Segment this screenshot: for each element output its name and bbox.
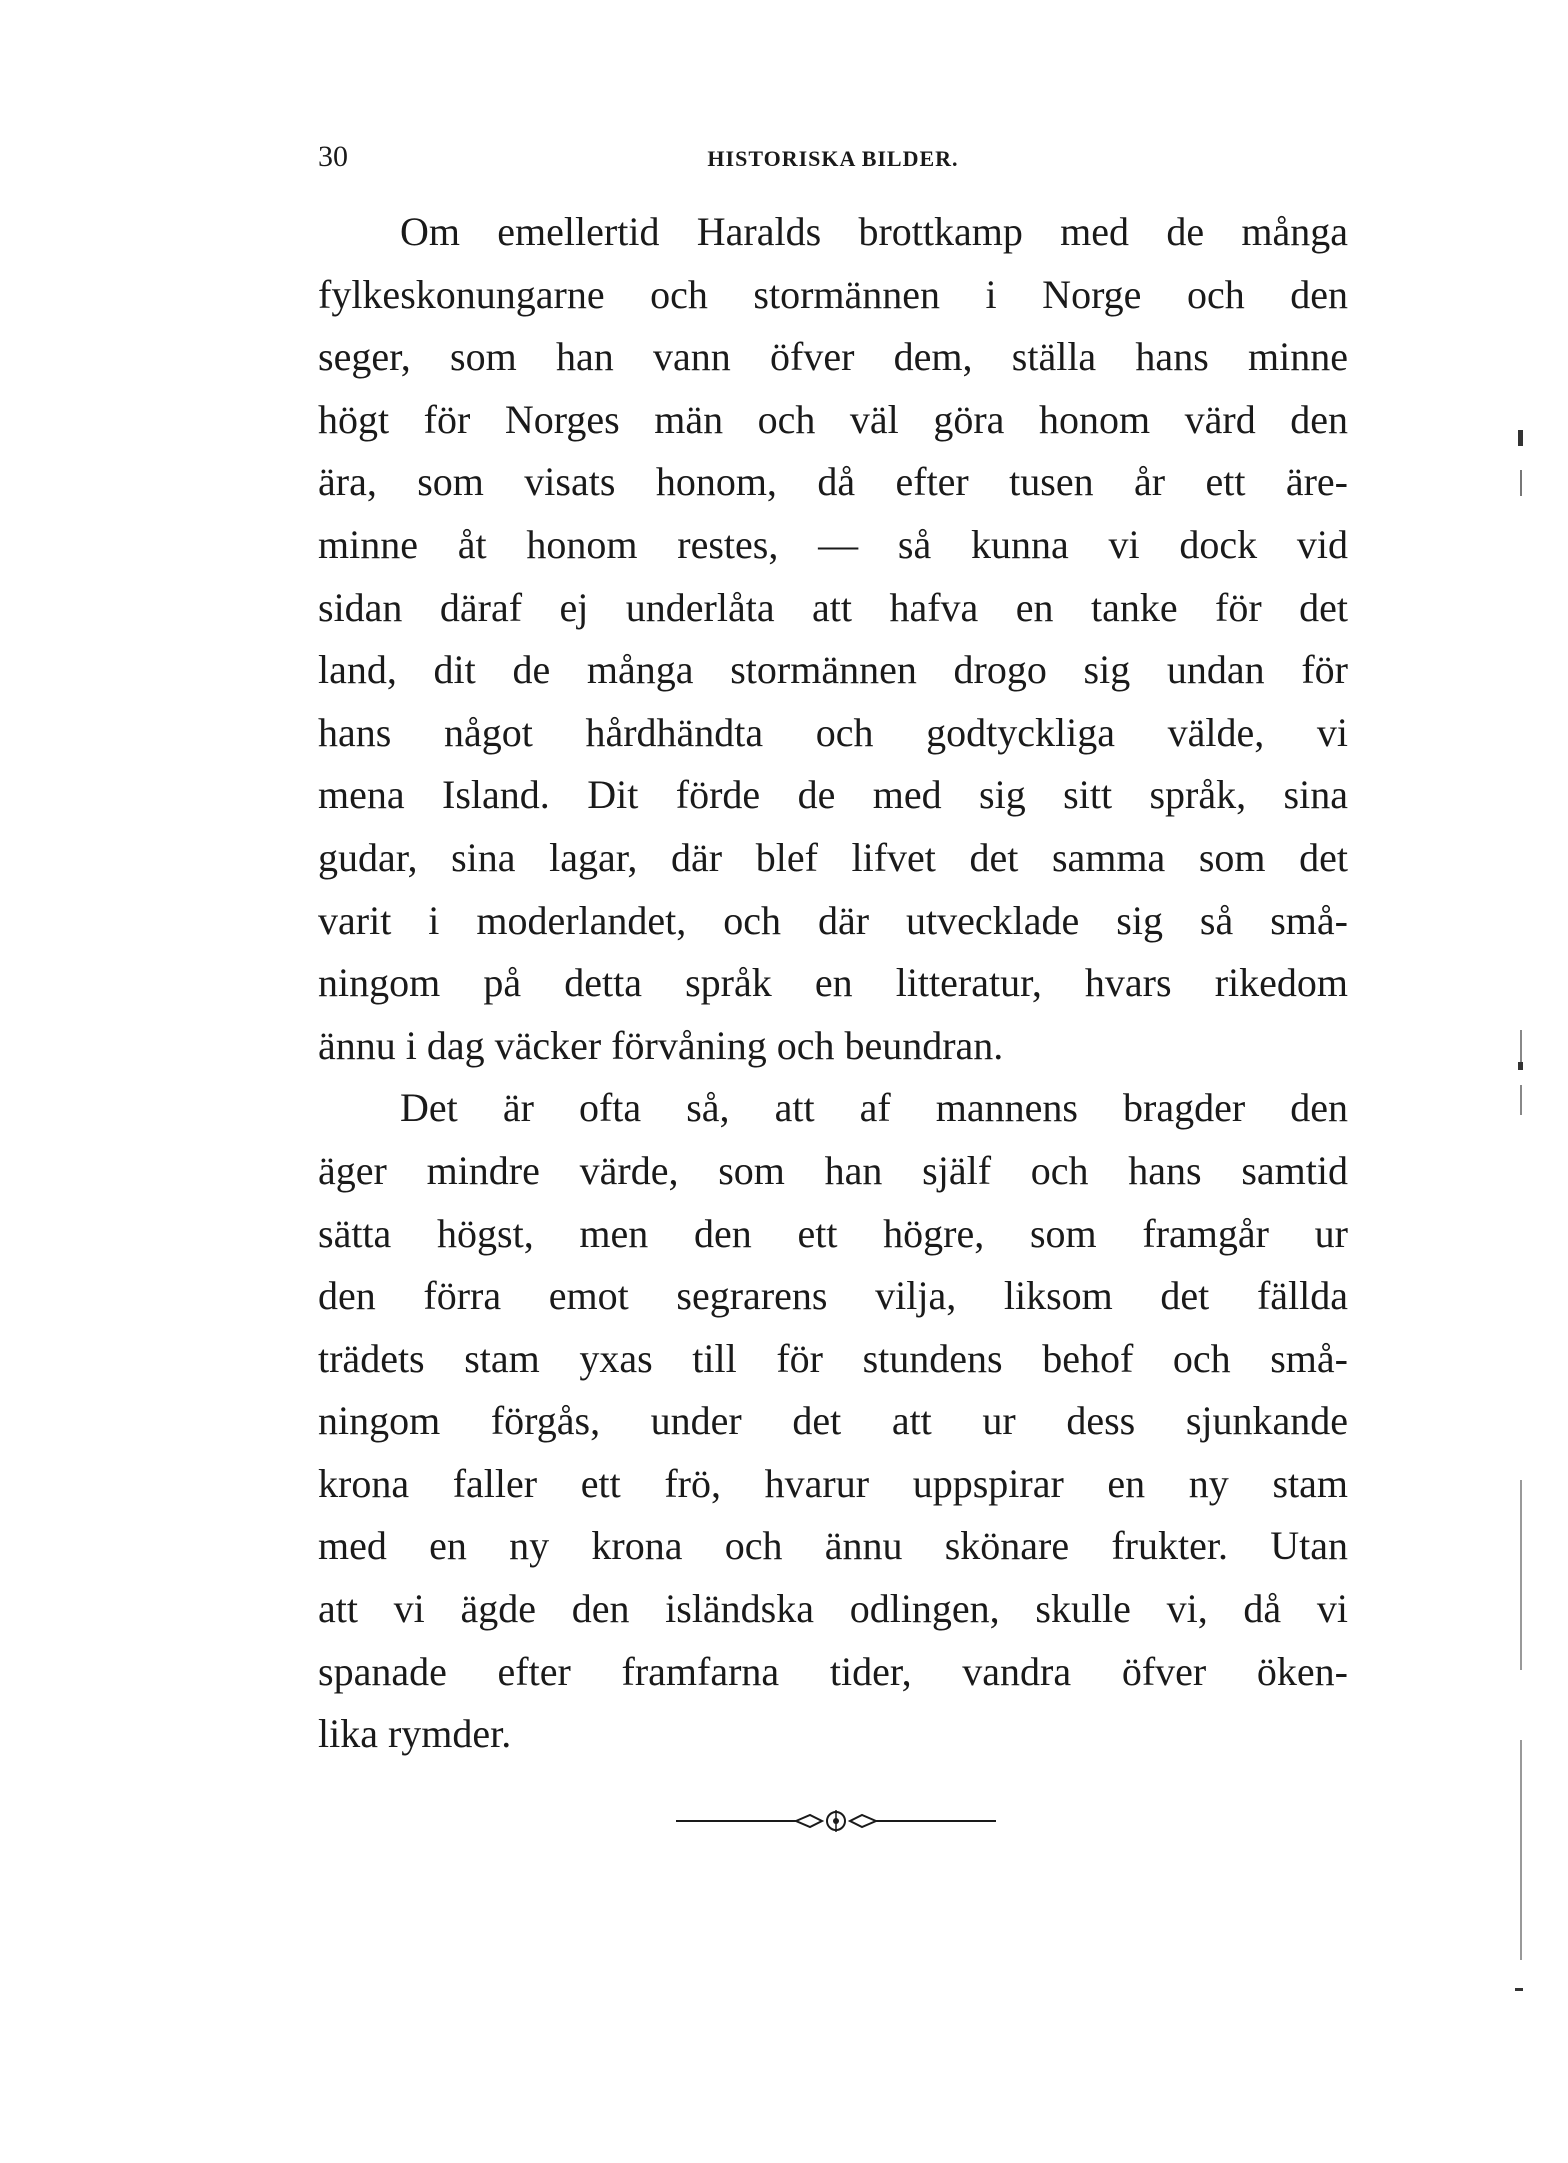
scan-mark bbox=[1515, 1988, 1523, 1991]
scan-mark bbox=[1520, 1740, 1522, 1960]
paragraph-2 bbox=[318, 1077, 1348, 1766]
text-line: ningom på detta språk en litteratur, hvars rikedom bbox=[318, 960, 1348, 1006]
scan-mark bbox=[1520, 470, 1522, 496]
text-line: gudar, sina lagar, där blef lifvet det samma som det bbox=[318, 834, 1348, 880]
text-line: fylkeskonungarne och stormännen i Norge och den bbox=[318, 271, 1348, 317]
text-line: med en ny krona och ännu skönare frukter. Utan bbox=[318, 1523, 1348, 1569]
scan-mark bbox=[1518, 430, 1523, 446]
text-line: sidan däraf ej underlåta att hafva en tanke för det bbox=[318, 584, 1348, 630]
scan-mark bbox=[1520, 1480, 1522, 1670]
page-number: 30 bbox=[318, 140, 348, 173]
text-line: lika rymder. bbox=[318, 1711, 512, 1757]
text-line: spanade efter framfarna tider, vandra öfver öken- bbox=[318, 1648, 1348, 1694]
text-line: ännu i dag väcker förvåning och beundran. bbox=[318, 1022, 1004, 1068]
scan-mark bbox=[1520, 1085, 1522, 1115]
text-line: den förra emot segrarens vilja, liksom det fällda bbox=[318, 1273, 1348, 1319]
text-line: mena Island. Dit förde de med sig sitt språk, sina bbox=[318, 772, 1348, 818]
text-line: att vi ägde den isländska odlingen, skulle vi, då vi bbox=[318, 1586, 1348, 1632]
paragraph-1 bbox=[318, 201, 1348, 1077]
text-line: Om emellertid Haralds brottkamp med de många bbox=[400, 209, 1348, 254]
running-head: HISTORISKA BILDER. bbox=[707, 146, 959, 171]
text-line: sätta högst, men den ett högre, som framgår ur bbox=[318, 1210, 1348, 1256]
text-line: land, dit de många stormännen drogo sig undan för bbox=[318, 647, 1348, 693]
text-line: varit i moderlandet, och där utvecklade sig så små- bbox=[318, 897, 1348, 943]
text-line: hans något hårdhändta och godtyckliga välde, vi bbox=[318, 709, 1348, 755]
body-text bbox=[318, 201, 1348, 1766]
text-line: trädets stam yxas till för stundens behof och små- bbox=[318, 1335, 1348, 1381]
scan-mark bbox=[1518, 1062, 1523, 1070]
decorative-rule-ornament-icon bbox=[676, 1808, 996, 1834]
text-line: ningom förgås, under det att ur dess sjunkande bbox=[318, 1398, 1348, 1444]
page-header bbox=[318, 140, 1348, 180]
text-line: äger mindre värde, som han själf och hans samtid bbox=[318, 1147, 1348, 1193]
text-line: krona faller ett frö, hvarur uppspirar en ny stam bbox=[318, 1460, 1348, 1506]
text-line: Det är ofta så, att af mannens bragder den bbox=[400, 1085, 1348, 1131]
text-line: seger, som han vann öfver dem, ställa hans minne bbox=[318, 334, 1348, 380]
text-line: ära, som visats honom, då efter tusen år ett äre- bbox=[318, 459, 1348, 505]
text-line: minne åt honom restes, — så kunna vi dock vid bbox=[318, 521, 1348, 567]
text-line: högt för Norges män och väl göra honom värd den bbox=[318, 396, 1348, 442]
